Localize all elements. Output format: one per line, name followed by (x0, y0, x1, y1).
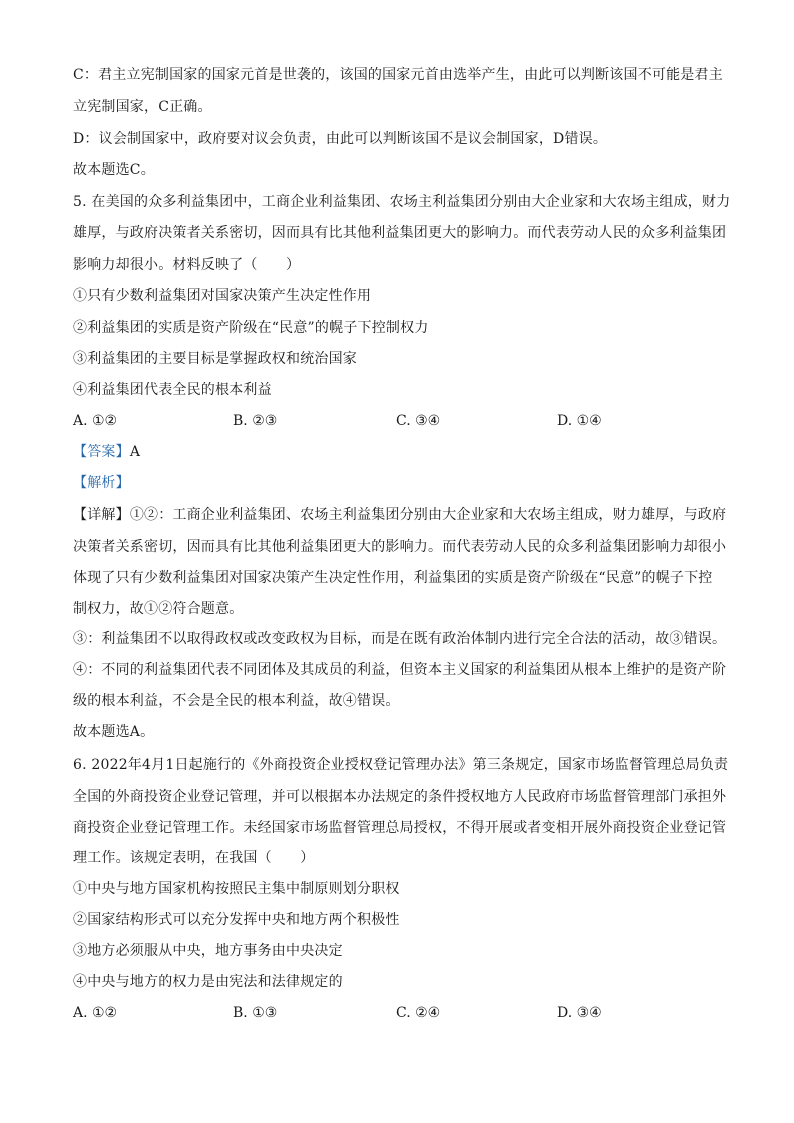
prev-option-d-line: D：议会制国家中，政府要对议会负责，由此可以判断该国不是议会制国家，D错误。 (73, 131, 608, 147)
q5-answer-line (73, 442, 140, 462)
q6-item-3: ③地方必须服从中央，地方事务由中央决定 (73, 943, 343, 959)
q6-stem-line3: 商投资企业登记管理工作。未经国家市场监督管理总局授权，不得开展或者变相开展外商投资企业登记管 (73, 820, 727, 836)
q6-stem-line2: 全国的外商投资企业登记管理，并可以根据本办法规定的条件授权地方人民政府市场监督管理部门承担外 (73, 789, 727, 805)
q6-item-1: ①中央与地方国家机构按照民主集中制原则划分职权 (73, 881, 400, 897)
q6-item-4: ④中央与地方的权力是由宪法和法律规定的 (73, 974, 343, 990)
q5-detail-line7: 级的根本利益，不会是全民的根本利益，故④错误。 (73, 693, 400, 709)
answer-value: A (129, 444, 141, 460)
q5-analysis-line (73, 473, 130, 493)
q5-detail-line6: ④：不同的利益集团代表不同团体及其成员的利益，但资本主义国家的利益集团从根本上维护的是资产阶 (73, 662, 727, 678)
prev-option-c-line1: C：君主立宪制国家的国家元首是世袭的，该国的国家元首由选举产生，由此可以判断该国不可能是君主 (73, 67, 723, 83)
q5-choose: 故本题选A。 (73, 724, 155, 740)
q5-detail-line1 (73, 505, 726, 525)
detail-text-1: ①②：工商企业利益集团、农场主利益集团分别由大企业家和大农场主组成，财力雄厚，与政府 (129, 507, 727, 523)
q5-option-d: D. ①④ (557, 413, 602, 429)
q5-stem-line3: 影响力却很小。材料反映了（ ） (73, 257, 301, 273)
q5-detail-line5: ③：利益集团不以取得政权或改变政权为目标，而是在既有政治体制内进行完全合法的活动，故③错误。 (73, 631, 727, 647)
q5-detail-line2: 决策者关系密切，因而具有比其他利益集团更大的影响力。而代表劳动人民的众多利益集团影响力却很小 (73, 539, 727, 555)
q5-option-a: A. ①② (73, 413, 118, 429)
prev-option-c-line2: 立宪制国家，C正确。 (73, 99, 212, 115)
q5-item-1: ①只有少数利益集团对国家决策产生决定性作用 (73, 288, 372, 304)
q5-detail-line3: 体现了只有少数利益集团对国家决策产生决定性作用，利益集团的实质是资产阶级在“民意”的幌子下控 (73, 570, 713, 586)
q5-option-c: C. ③④ (396, 413, 441, 429)
prev-choose: 故本题选C。 (73, 162, 155, 178)
detail-tag: 【详解】 (73, 507, 130, 523)
q5-detail-line4: 制权力，故①②符合题意。 (73, 601, 244, 617)
q6-option-d: D. ③④ (557, 1005, 602, 1021)
q5-item-4: ④利益集团代表全民的根本利益 (73, 382, 272, 398)
answer-tag: 【答案】 (73, 444, 130, 460)
q6-stem-line1: 6. 2022年4月1日起施行的《外商投资企业授权登记管理办法》第三条规定，国家市场监督管理总局负责 (73, 757, 729, 773)
q5-item-2: ②利益集团的实质是资产阶级在“民意”的幌子下控制权力 (73, 320, 429, 336)
q6-option-a: A. ①② (73, 1005, 118, 1021)
q6-option-b: B. ①③ (233, 1005, 278, 1021)
q5-stem-line2: 雄厚，与政府决策者关系密切，因而具有比其他利益集团更大的影响力。而代表劳动人民的众多利益集团 (73, 225, 727, 241)
q6-option-c: C. ②④ (396, 1005, 441, 1021)
q5-stem-line1: 5. 在美国的众多利益集团中，工商企业利益集团、农场主利益集团分别由大企业家和大农场主组成，财力 (73, 194, 731, 210)
q6-item-2: ②国家结构形式可以充分发挥中央和地方两个积极性 (73, 912, 400, 928)
analysis-tag: 【解析】 (73, 475, 130, 491)
q6-stem-line4: 理工作。该规定表明，在我国（ ） (73, 850, 315, 866)
q5-option-b: B. ②③ (233, 413, 278, 429)
q5-item-3: ③利益集团的主要目标是掌握政权和统治国家 (73, 351, 357, 367)
